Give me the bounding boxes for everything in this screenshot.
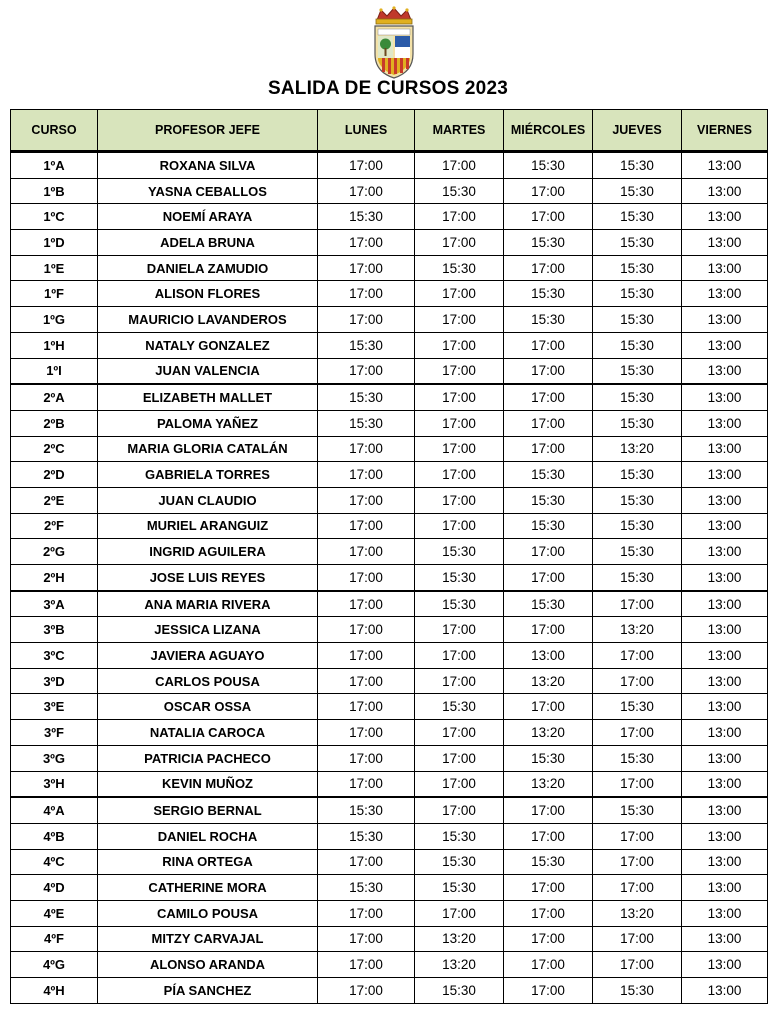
cell-miercoles: 15:30 bbox=[504, 849, 593, 875]
cell-miercoles: 15:30 bbox=[504, 281, 593, 307]
cell-martes: 15:30 bbox=[415, 849, 504, 875]
cell-martes: 17:00 bbox=[415, 462, 504, 488]
cell-martes: 15:30 bbox=[415, 539, 504, 565]
cell-martes: 15:30 bbox=[415, 178, 504, 204]
cell-curso: 1ºC bbox=[11, 204, 98, 230]
cell-lunes: 15:30 bbox=[318, 332, 415, 358]
cell-lunes: 15:30 bbox=[318, 384, 415, 410]
cell-jueves: 15:30 bbox=[593, 694, 682, 720]
cell-curso: 2ºB bbox=[11, 410, 98, 436]
cell-jueves: 17:00 bbox=[593, 926, 682, 952]
cell-jueves: 15:30 bbox=[593, 384, 682, 410]
cell-viernes: 13:00 bbox=[682, 823, 768, 849]
cell-curso: 2ºF bbox=[11, 513, 98, 539]
coat-of-arms-icon bbox=[369, 6, 419, 80]
cell-curso: 1ºE bbox=[11, 255, 98, 281]
cell-curso: 2ºC bbox=[11, 436, 98, 462]
cell-curso: 3ºB bbox=[11, 617, 98, 643]
cell-viernes: 13:00 bbox=[682, 513, 768, 539]
cell-miercoles: 17:00 bbox=[504, 332, 593, 358]
cell-miercoles: 13:00 bbox=[504, 643, 593, 669]
column-header-jueves: JUEVES bbox=[593, 110, 682, 152]
cell-martes: 15:30 bbox=[415, 875, 504, 901]
cell-viernes: 13:00 bbox=[682, 797, 768, 823]
cell-martes: 17:00 bbox=[415, 358, 504, 384]
cell-jueves: 13:20 bbox=[593, 617, 682, 643]
cell-miercoles: 17:00 bbox=[504, 178, 593, 204]
cell-lunes: 17:00 bbox=[318, 307, 415, 333]
table-row bbox=[11, 255, 768, 281]
cell-lunes: 17:00 bbox=[318, 926, 415, 952]
cell-jueves: 15:30 bbox=[593, 152, 682, 179]
cell-lunes: 17:00 bbox=[318, 643, 415, 669]
cell-viernes: 13:00 bbox=[682, 436, 768, 462]
cell-lunes: 15:30 bbox=[318, 823, 415, 849]
cell-viernes: 13:00 bbox=[682, 591, 768, 617]
cell-miercoles: 15:30 bbox=[504, 307, 593, 333]
cell-miercoles: 15:30 bbox=[504, 462, 593, 488]
column-header-lunes: LUNES bbox=[318, 110, 415, 152]
table-row bbox=[11, 875, 768, 901]
cell-miercoles: 17:00 bbox=[504, 926, 593, 952]
cell-jueves: 15:30 bbox=[593, 565, 682, 591]
table-row bbox=[11, 978, 768, 1004]
cell-martes: 17:00 bbox=[415, 643, 504, 669]
cell-curso: 2ºA bbox=[11, 384, 98, 410]
cell-viernes: 13:00 bbox=[682, 875, 768, 901]
cell-lunes: 15:30 bbox=[318, 875, 415, 901]
cell-martes: 17:00 bbox=[415, 204, 504, 230]
cell-profesor-jefe: NATALIA CAROCA bbox=[98, 720, 318, 746]
cell-miercoles: 13:20 bbox=[504, 720, 593, 746]
table-row bbox=[11, 745, 768, 771]
cell-martes: 17:00 bbox=[415, 513, 504, 539]
cell-viernes: 13:00 bbox=[682, 178, 768, 204]
cell-miercoles: 17:00 bbox=[504, 694, 593, 720]
cell-martes: 15:30 bbox=[415, 255, 504, 281]
cell-lunes: 17:00 bbox=[318, 952, 415, 978]
cell-martes: 17:00 bbox=[415, 617, 504, 643]
cell-curso: 4ºD bbox=[11, 875, 98, 901]
table-row bbox=[11, 617, 768, 643]
cell-jueves: 15:30 bbox=[593, 307, 682, 333]
cell-miercoles: 17:00 bbox=[504, 539, 593, 565]
cell-viernes: 13:00 bbox=[682, 281, 768, 307]
cell-jueves: 15:30 bbox=[593, 513, 682, 539]
cell-jueves: 17:00 bbox=[593, 823, 682, 849]
cell-martes: 13:20 bbox=[415, 926, 504, 952]
cell-jueves: 17:00 bbox=[593, 849, 682, 875]
cell-viernes: 13:00 bbox=[682, 384, 768, 410]
cell-jueves: 13:20 bbox=[593, 900, 682, 926]
cell-miercoles: 15:30 bbox=[504, 745, 593, 771]
cell-miercoles: 17:00 bbox=[504, 797, 593, 823]
cell-viernes: 13:00 bbox=[682, 643, 768, 669]
column-header-martes: MARTES bbox=[415, 110, 504, 152]
cell-lunes: 17:00 bbox=[318, 462, 415, 488]
cell-curso: 4ºG bbox=[11, 952, 98, 978]
cell-viernes: 13:00 bbox=[682, 307, 768, 333]
table-row bbox=[11, 952, 768, 978]
cell-lunes: 17:00 bbox=[318, 281, 415, 307]
cell-curso: 4ºH bbox=[11, 978, 98, 1004]
table-row bbox=[11, 720, 768, 746]
cell-lunes: 17:00 bbox=[318, 255, 415, 281]
cell-lunes: 17:00 bbox=[318, 178, 415, 204]
cell-jueves: 17:00 bbox=[593, 720, 682, 746]
cell-viernes: 13:00 bbox=[682, 487, 768, 513]
cell-profesor-jefe: ROXANA SILVA bbox=[98, 152, 318, 179]
cell-viernes: 13:00 bbox=[682, 926, 768, 952]
cell-viernes: 13:00 bbox=[682, 694, 768, 720]
table-row bbox=[11, 410, 768, 436]
cell-miercoles: 17:00 bbox=[504, 384, 593, 410]
cell-profesor-jefe: DANIELA ZAMUDIO bbox=[98, 255, 318, 281]
cell-lunes: 17:00 bbox=[318, 539, 415, 565]
cell-curso: 2ºD bbox=[11, 462, 98, 488]
cell-viernes: 13:00 bbox=[682, 720, 768, 746]
cell-lunes: 17:00 bbox=[318, 978, 415, 1004]
cell-martes: 17:00 bbox=[415, 771, 504, 797]
table-row bbox=[11, 591, 768, 617]
cell-miercoles: 17:00 bbox=[504, 565, 593, 591]
cell-profesor-jefe: PATRICIA PACHECO bbox=[98, 745, 318, 771]
cell-lunes: 17:00 bbox=[318, 771, 415, 797]
cell-jueves: 15:30 bbox=[593, 410, 682, 436]
table-row bbox=[11, 152, 768, 179]
cell-viernes: 13:00 bbox=[682, 900, 768, 926]
cell-profesor-jefe: JESSICA LIZANA bbox=[98, 617, 318, 643]
cell-lunes: 17:00 bbox=[318, 513, 415, 539]
table-row bbox=[11, 797, 768, 823]
cell-martes: 17:00 bbox=[415, 332, 504, 358]
cell-profesor-jefe: YASNA CEBALLOS bbox=[98, 178, 318, 204]
cell-lunes: 17:00 bbox=[318, 849, 415, 875]
cell-viernes: 13:00 bbox=[682, 771, 768, 797]
cell-martes: 17:00 bbox=[415, 797, 504, 823]
cell-profesor-jefe: JUAN CLAUDIO bbox=[98, 487, 318, 513]
cell-jueves: 15:30 bbox=[593, 745, 682, 771]
cell-curso: 1ºF bbox=[11, 281, 98, 307]
cell-profesor-jefe: JUAN VALENCIA bbox=[98, 358, 318, 384]
cell-profesor-jefe: JAVIERA AGUAYO bbox=[98, 643, 318, 669]
table-row bbox=[11, 436, 768, 462]
cell-miercoles: 17:00 bbox=[504, 823, 593, 849]
table-row bbox=[11, 565, 768, 591]
cell-profesor-jefe: NATALY GONZALEZ bbox=[98, 332, 318, 358]
cell-jueves: 13:20 bbox=[593, 436, 682, 462]
cell-jueves: 15:30 bbox=[593, 281, 682, 307]
cell-viernes: 13:00 bbox=[682, 952, 768, 978]
cell-jueves: 15:30 bbox=[593, 178, 682, 204]
cell-curso: 3ºH bbox=[11, 771, 98, 797]
cell-viernes: 13:00 bbox=[682, 410, 768, 436]
cell-jueves: 17:00 bbox=[593, 952, 682, 978]
cell-curso: 1ºD bbox=[11, 230, 98, 256]
cell-curso: 1ºA bbox=[11, 152, 98, 179]
table-row bbox=[11, 358, 768, 384]
cell-martes: 17:00 bbox=[415, 436, 504, 462]
cell-profesor-jefe: CATHERINE MORA bbox=[98, 875, 318, 901]
table-row bbox=[11, 643, 768, 669]
cell-miercoles: 17:00 bbox=[504, 410, 593, 436]
cell-martes: 17:00 bbox=[415, 900, 504, 926]
column-header-viernes: VIERNES bbox=[682, 110, 768, 152]
cell-martes: 17:00 bbox=[415, 668, 504, 694]
cell-jueves: 15:30 bbox=[593, 255, 682, 281]
page-title: SALIDA DE CURSOS 2023 bbox=[267, 78, 508, 99]
cell-viernes: 13:00 bbox=[682, 565, 768, 591]
cell-curso: 1ºI bbox=[11, 358, 98, 384]
cell-jueves: 15:30 bbox=[593, 462, 682, 488]
cell-profesor-jefe: ADELA BRUNA bbox=[98, 230, 318, 256]
cell-martes: 17:00 bbox=[415, 384, 504, 410]
column-header-curso: CURSO bbox=[11, 110, 98, 152]
cell-lunes: 17:00 bbox=[318, 152, 415, 179]
cell-lunes: 17:00 bbox=[318, 565, 415, 591]
cell-curso: 4ºA bbox=[11, 797, 98, 823]
cell-curso: 4ºC bbox=[11, 849, 98, 875]
cell-miercoles: 17:00 bbox=[504, 358, 593, 384]
table-row bbox=[11, 204, 768, 230]
cell-profesor-jefe: ELIZABETH MALLET bbox=[98, 384, 318, 410]
cell-profesor-jefe: MITZY CARVAJAL bbox=[98, 926, 318, 952]
table-row bbox=[11, 926, 768, 952]
cell-jueves: 15:30 bbox=[593, 332, 682, 358]
cell-profesor-jefe: MAURICIO LAVANDEROS bbox=[98, 307, 318, 333]
cell-lunes: 17:00 bbox=[318, 745, 415, 771]
cell-lunes: 17:00 bbox=[318, 720, 415, 746]
table-row bbox=[11, 487, 768, 513]
cell-miercoles: 15:30 bbox=[504, 487, 593, 513]
cell-jueves: 15:30 bbox=[593, 978, 682, 1004]
cell-lunes: 17:00 bbox=[318, 617, 415, 643]
table-row bbox=[11, 332, 768, 358]
cell-profesor-jefe: PÍA SANCHEZ bbox=[98, 978, 318, 1004]
cell-jueves: 15:30 bbox=[593, 797, 682, 823]
cell-miercoles: 15:30 bbox=[504, 513, 593, 539]
cell-martes: 17:00 bbox=[415, 720, 504, 746]
cell-viernes: 13:00 bbox=[682, 332, 768, 358]
cell-profesor-jefe: RINA ORTEGA bbox=[98, 849, 318, 875]
table-row bbox=[11, 513, 768, 539]
cell-miercoles: 17:00 bbox=[504, 436, 593, 462]
cell-curso: 4ºB bbox=[11, 823, 98, 849]
column-header-profesor-jefe: PROFESOR JEFE bbox=[98, 110, 318, 152]
cell-martes: 15:30 bbox=[415, 694, 504, 720]
cell-miercoles: 17:00 bbox=[504, 617, 593, 643]
cell-miercoles: 15:30 bbox=[504, 152, 593, 179]
cell-viernes: 13:00 bbox=[682, 204, 768, 230]
cell-martes: 17:00 bbox=[415, 152, 504, 179]
cell-curso: 4ºF bbox=[11, 926, 98, 952]
cell-martes: 15:30 bbox=[415, 591, 504, 617]
cell-martes: 17:00 bbox=[415, 745, 504, 771]
cell-jueves: 15:30 bbox=[593, 487, 682, 513]
cell-miercoles: 17:00 bbox=[504, 875, 593, 901]
cell-lunes: 15:30 bbox=[318, 410, 415, 436]
cell-martes: 15:30 bbox=[415, 978, 504, 1004]
cell-jueves: 15:30 bbox=[593, 539, 682, 565]
cell-profesor-jefe: SERGIO BERNAL bbox=[98, 797, 318, 823]
cell-profesor-jefe: GABRIELA TORRES bbox=[98, 462, 318, 488]
cell-profesor-jefe: ANA MARIA RIVERA bbox=[98, 591, 318, 617]
cell-jueves: 17:00 bbox=[593, 643, 682, 669]
cell-profesor-jefe: DANIEL ROCHA bbox=[98, 823, 318, 849]
cell-miercoles: 15:30 bbox=[504, 591, 593, 617]
cell-curso: 1ºH bbox=[11, 332, 98, 358]
table-header-row bbox=[11, 110, 768, 152]
cell-miercoles: 13:20 bbox=[504, 668, 593, 694]
cell-viernes: 13:00 bbox=[682, 745, 768, 771]
cell-profesor-jefe: ALONSO ARANDA bbox=[98, 952, 318, 978]
cell-viernes: 13:00 bbox=[682, 617, 768, 643]
cell-viernes: 13:00 bbox=[682, 668, 768, 694]
cell-curso: 2ºE bbox=[11, 487, 98, 513]
cell-jueves: 17:00 bbox=[593, 668, 682, 694]
column-header-miercoles: MIÉRCOLES bbox=[504, 110, 593, 152]
cell-martes: 15:30 bbox=[415, 823, 504, 849]
cell-miercoles: 17:00 bbox=[504, 900, 593, 926]
cell-martes: 17:00 bbox=[415, 281, 504, 307]
cell-profesor-jefe: NOEMÍ ARAYA bbox=[98, 204, 318, 230]
cell-curso: 2ºG bbox=[11, 539, 98, 565]
cell-jueves: 15:30 bbox=[593, 358, 682, 384]
cell-lunes: 15:30 bbox=[318, 797, 415, 823]
cell-profesor-jefe: CAMILO POUSA bbox=[98, 900, 318, 926]
table-row bbox=[11, 668, 768, 694]
cell-martes: 17:00 bbox=[415, 230, 504, 256]
cell-jueves: 15:30 bbox=[593, 204, 682, 230]
cell-jueves: 17:00 bbox=[593, 591, 682, 617]
cell-curso: 1ºG bbox=[11, 307, 98, 333]
cell-viernes: 13:00 bbox=[682, 462, 768, 488]
cell-martes: 13:20 bbox=[415, 952, 504, 978]
cell-curso: 1ºB bbox=[11, 178, 98, 204]
cell-curso: 3ºA bbox=[11, 591, 98, 617]
cell-martes: 17:00 bbox=[415, 307, 504, 333]
cell-profesor-jefe: INGRID AGUILERA bbox=[98, 539, 318, 565]
cell-viernes: 13:00 bbox=[682, 255, 768, 281]
cell-miercoles: 17:00 bbox=[504, 255, 593, 281]
table-row bbox=[11, 307, 768, 333]
cell-miercoles: 17:00 bbox=[504, 952, 593, 978]
cell-lunes: 17:00 bbox=[318, 436, 415, 462]
table-row bbox=[11, 823, 768, 849]
table-row bbox=[11, 384, 768, 410]
table-row bbox=[11, 178, 768, 204]
cell-profesor-jefe: JOSE LUIS REYES bbox=[98, 565, 318, 591]
cell-jueves: 17:00 bbox=[593, 875, 682, 901]
cell-profesor-jefe: OSCAR OSSA bbox=[98, 694, 318, 720]
cell-miercoles: 17:00 bbox=[504, 204, 593, 230]
table-row bbox=[11, 771, 768, 797]
cell-profesor-jefe: MARIA GLORIA CATALÁN bbox=[98, 436, 318, 462]
table-row bbox=[11, 539, 768, 565]
cell-martes: 17:00 bbox=[415, 410, 504, 436]
table-row bbox=[11, 694, 768, 720]
cell-lunes: 17:00 bbox=[318, 487, 415, 513]
cell-profesor-jefe: KEVIN MUÑOZ bbox=[98, 771, 318, 797]
cell-profesor-jefe: CARLOS POUSA bbox=[98, 668, 318, 694]
cell-miercoles: 17:00 bbox=[504, 978, 593, 1004]
cell-curso: 2ºH bbox=[11, 565, 98, 591]
cell-lunes: 17:00 bbox=[318, 358, 415, 384]
cell-miercoles: 15:30 bbox=[504, 230, 593, 256]
cell-viernes: 13:00 bbox=[682, 152, 768, 179]
cell-viernes: 13:00 bbox=[682, 230, 768, 256]
cell-lunes: 17:00 bbox=[318, 694, 415, 720]
cell-lunes: 15:30 bbox=[318, 204, 415, 230]
cell-profesor-jefe: PALOMA YAÑEZ bbox=[98, 410, 318, 436]
cell-curso: 3ºD bbox=[11, 668, 98, 694]
cell-jueves: 17:00 bbox=[593, 771, 682, 797]
cell-lunes: 17:00 bbox=[318, 591, 415, 617]
cell-curso: 3ºC bbox=[11, 643, 98, 669]
cell-viernes: 13:00 bbox=[682, 978, 768, 1004]
cell-viernes: 13:00 bbox=[682, 358, 768, 384]
cell-martes: 15:30 bbox=[415, 565, 504, 591]
cell-curso: 3ºE bbox=[11, 694, 98, 720]
cell-martes: 17:00 bbox=[415, 487, 504, 513]
cell-profesor-jefe: MURIEL ARANGUIZ bbox=[98, 513, 318, 539]
table-row bbox=[11, 462, 768, 488]
cell-lunes: 17:00 bbox=[318, 900, 415, 926]
cell-curso: 4ºE bbox=[11, 900, 98, 926]
cell-viernes: 13:00 bbox=[682, 849, 768, 875]
cell-curso: 3ºG bbox=[11, 745, 98, 771]
table-row bbox=[11, 849, 768, 875]
table-row bbox=[11, 900, 768, 926]
cell-curso: 3ºF bbox=[11, 720, 98, 746]
table-row bbox=[11, 230, 768, 256]
cell-jueves: 15:30 bbox=[593, 230, 682, 256]
cell-viernes: 13:00 bbox=[682, 539, 768, 565]
cell-miercoles: 13:20 bbox=[504, 771, 593, 797]
cell-lunes: 17:00 bbox=[318, 230, 415, 256]
table-row bbox=[11, 281, 768, 307]
cell-profesor-jefe: ALISON FLORES bbox=[98, 281, 318, 307]
cell-lunes: 17:00 bbox=[318, 668, 415, 694]
schedule-table bbox=[10, 109, 768, 1004]
